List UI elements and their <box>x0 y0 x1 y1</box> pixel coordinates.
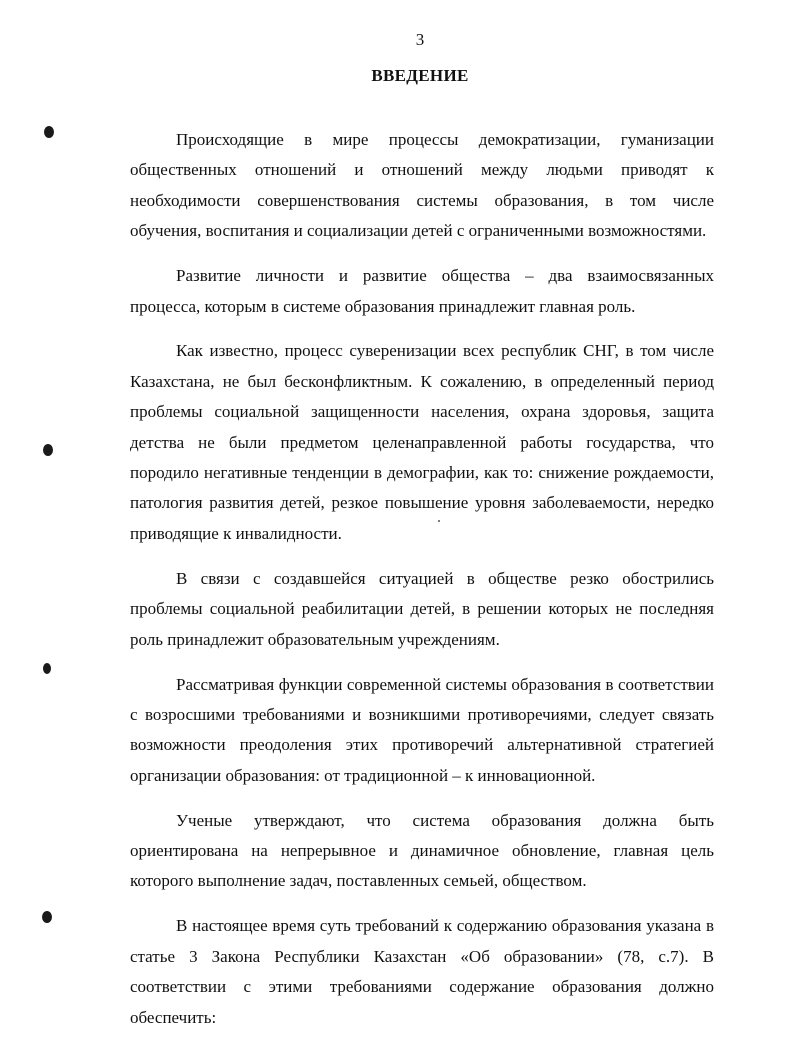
binder-hole-mark <box>43 444 53 456</box>
body-text <box>130 125 714 1047</box>
paragraph: Рассматривая функции современной системы образования в соответствии с возросшими требованиями и возникшими противоречиями, следует связать возможности преодоления этих противоречий альтернативной стратегией организации образования: от традиционной – к инновационной. <box>130 674 714 785</box>
paragraph: Ученые утверждают, что система образования должна быть ориентирована на непрерывное и динамичное обновление, главная цель которого выполнение задач, поставленных семьей, обществом. <box>130 810 714 891</box>
binder-hole-mark <box>44 126 54 138</box>
section-heading: ВВЕДЕНИЕ <box>371 66 469 85</box>
paragraph: Как известно, процесс суверенизации всех республик СНГ, в том числе Казахстана, не был бесконфликтным. К сожалению, в определенный период проблемы социальной защищенности населения, охрана здоровья, защита детства не были предметом целенаправленной работы государства, что породило негативные тенденции в демографии, как то: снижение рождаемости, патология развития детей, резкое повышение уровня заболеваемости, нередко приводящие к инвалидности. <box>130 341 714 543</box>
binder-hole-mark <box>43 663 51 674</box>
paragraph: В связи с создавшейся ситуацией в обществе резко обострились проблемы социальной реабилитации детей, в решении которых не последняя роль принадлежит образовательным учреждениям. <box>130 568 714 649</box>
paragraph: Происходящие в мире процессы демократизации, гуманизации общественных отношений и отношений между людьми приводят к необходимости совершенствования системы образования, в том числе обучения, воспитания и социализации детей с ограниченными возможностями. <box>130 130 714 241</box>
page-number: 3 <box>415 30 425 49</box>
paragraph: В настоящее время суть требований к содержанию образования указана в статье 3 Закона Республики Казахстан «Об образовании» (78, с.7). В соответствии с этими требованиями содержание образования должно обеспечить: <box>130 916 714 1027</box>
binder-hole-mark <box>42 911 52 923</box>
paragraph: Развитие личности и развитие общества – два взаимосвязанных процесса, которым в системе образования принадлежит главная роль. <box>130 266 714 316</box>
